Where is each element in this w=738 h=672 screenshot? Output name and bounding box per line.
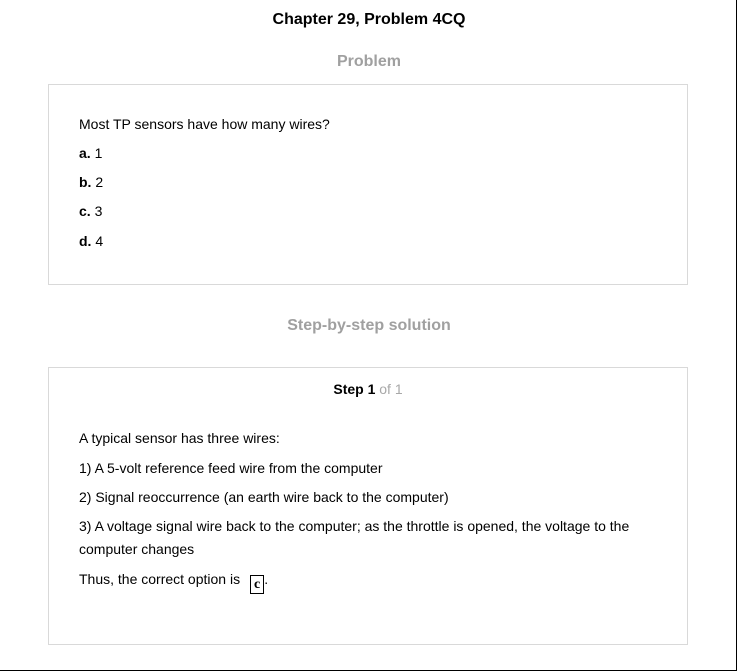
option-d (79, 230, 103, 252)
problem-card (48, 84, 688, 285)
option-a-letter: a. (79, 145, 91, 161)
step-count: of 1 (379, 381, 403, 397)
step-label: Step 1 (333, 381, 376, 397)
solution-point-1: 1) A 5-volt reference feed wire from the computer (79, 460, 383, 476)
option-b (79, 171, 103, 193)
solution-conclusion (79, 568, 268, 594)
solution-card (48, 367, 688, 645)
conclusion-period: . (264, 571, 269, 587)
page-title: Chapter 29, Problem 4CQ (272, 11, 466, 28)
solution-point-2: 2) Signal reoccurrence (an earth wire back to the computer) (79, 489, 449, 505)
option-d-letter: d. (79, 233, 92, 249)
option-c (79, 200, 102, 222)
option-a (79, 142, 102, 164)
conclusion-text: Thus, the correct option is (79, 571, 241, 587)
option-c-text: 3 (94, 203, 103, 219)
solution-point-3: 3) A voltage signal wire back to the computer; as the throttle is opened, the voltage to the computer changes (79, 518, 630, 557)
step-header (49, 380, 687, 398)
option-c-letter: c. (79, 203, 91, 219)
option-a-text: 1 (94, 145, 103, 161)
option-d-text: 4 (95, 233, 104, 249)
option-b-letter: b. (79, 174, 92, 190)
option-b-text: 2 (95, 174, 104, 190)
problem-heading: Problem (336, 53, 401, 70)
problem-question: Most TP sensors have how many wires? (79, 116, 330, 132)
solution-intro: A typical sensor has three wires: (79, 430, 280, 446)
solution-heading: Step-by-step solution (287, 317, 451, 334)
answer-box: c (250, 575, 264, 594)
